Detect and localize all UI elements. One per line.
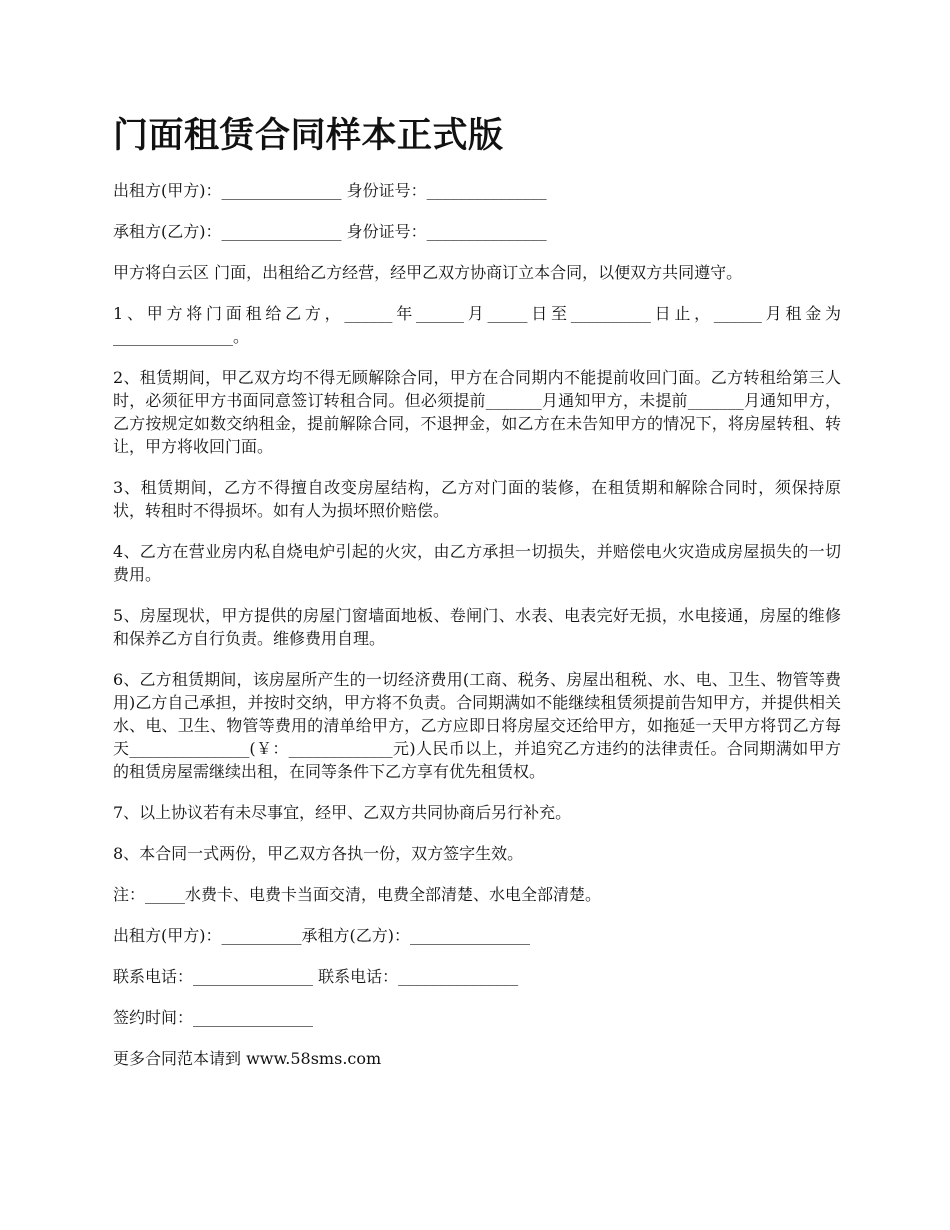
clause-6: 6、乙方租赁期间，该房屋所产生的一切经济费用(工商、税务、房屋出租税、水、电、卫生、物管等费用)乙方自己承担，并按时交纳，甲方将不负责。合同期满如不能继续租赁须提前告知甲方，并提供相关水、电、卫生、物管等费用的清单给甲方，乙方应即日将房屋交还给甲方，如拖延一天甲方将罚乙方每天_______________(￥：_____________元)人民币以上，并追究乙方违约的法律责任。合同期满如甲方的租赁房屋需继续出租，在同等条件下乙方享有优先租赁权。 (113, 670, 841, 781)
clause-1: 1、甲方将门面租给乙方，______年______月_____日至__________日止，______月租金为_______________。 (113, 304, 841, 346)
footer-link-line: 更多合同范本请到 www.58sms.com (113, 1049, 382, 1068)
contract-page (113, 112, 841, 1088)
clause-2: 2、租赁期间，甲乙双方均不得无顾解除合同，甲方在合同期内不能提前收回门面。乙方转租给第三人时，必须征甲方书面同意签订转租合同。但必须提前_______月通知甲方，未提前_______月通知甲方，乙方按规定如数交纳租金，提前解除合同，不退押金，如乙方在未告知甲方的情况下，将房屋转租、转让，甲方将收回门面。 (113, 368, 841, 456)
lessor-line: 出租方(甲方)：_______________ 身份证号：_______________ (113, 181, 547, 200)
lessee-line: 承租方(乙方)：_______________ 身份证号：_______________ (113, 222, 547, 241)
note-line: 注：_____水费卡、电费卡当面交清，电费全部清楚、水电全部清楚。 (113, 885, 602, 904)
signature-parties-line: 出租方(甲方)：__________承租方(乙方)：_______________ (113, 926, 530, 945)
clause-4: 4、乙方在营业房内私自烧电炉引起的火灾，由乙方承担一切损失，并赔偿电火灾造成房屋损失的一切费用。 (113, 542, 841, 584)
clause-5: 5、房屋现状，甲方提供的房屋门窗墙面地板、卷闸门、水表、电表完好无损，水电接通，房屋的维修和保养乙方自行负责。维修费用自理。 (113, 606, 841, 648)
clause-3: 3、租赁期间，乙方不得擅自改变房屋结构，乙方对门面的装修，在租赁期和解除合同时，须保持原状，转租时不得损坏。如有人为损坏照价赔偿。 (113, 478, 841, 520)
signing-date-line: 签约时间：_______________ (113, 1008, 314, 1027)
clause-8: 8、本合同一式两份，甲乙双方各执一份，双方签字生效。 (113, 844, 524, 863)
intro-paragraph: 甲方将白云区 门面，出租给乙方经营，经甲乙双方协商订立本合同，以便双方共同遵守。 (113, 263, 743, 282)
document-title: 门面租赁合同样本正式版 (113, 116, 504, 156)
contact-phone-line: 联系电话：_______________ 联系电话：_______________ (113, 967, 519, 986)
clause-7: 7、以上协议若有未尽事宜，经甲、乙双方共同协商后另行补充。 (113, 803, 572, 822)
